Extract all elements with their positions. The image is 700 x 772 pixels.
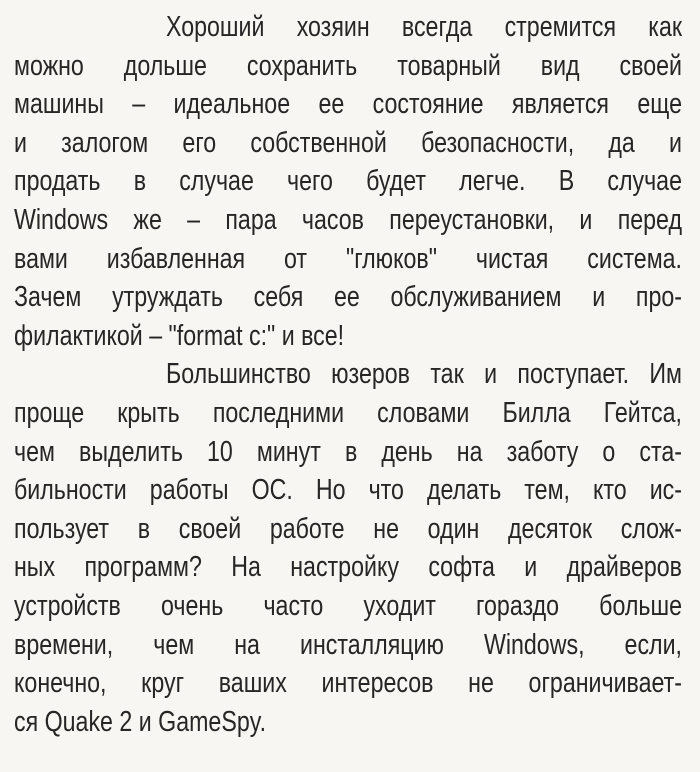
text-line: пользует в своей работе не один десяток слож- — [14, 512, 682, 545]
text-line: Windows же – пара часов переустановки, и перед — [14, 203, 682, 236]
text-line: Хороший хозяин всегда стремится как — [166, 11, 682, 43]
text-line: проще крыть последними словами Билла Гейтса, — [14, 396, 682, 429]
text-line: чем выделить 10 минут в день на заботу о ста- — [14, 435, 682, 468]
paragraph-1 — [14, 8, 682, 355]
text-line: продать в случае чего будет легче. В случае — [14, 165, 682, 198]
text-line: времени, чем на инсталляцию Windows, если, — [14, 628, 682, 661]
text-line: филактикой – "format c:" и все! — [14, 319, 345, 352]
text-line: вами избавленная от "глюков" чистая система. — [14, 242, 682, 275]
text-line: Большинство юзеров так и поступает. Им — [166, 358, 682, 391]
text-line: ся Quake 2 и GameSpy. — [14, 705, 267, 738]
text-line: Зачем утруждать себя ее обслуживанием и про- — [14, 281, 682, 314]
text-line: можно дольше сохранить товарный вид своей — [14, 49, 682, 82]
text-line: конечно, круг ваших интересов не ограничивает- — [14, 667, 682, 700]
text-line: устройств очень часто уходит гораздо больше — [14, 589, 682, 622]
text-line: и залогом его собственной безопасности, да и — [14, 126, 682, 159]
text-line: бильности работы ОС. Но что делать тем, кто ис- — [14, 474, 682, 507]
text-line: машины – идеальное ее состояние является еще — [14, 88, 682, 121]
paragraph-2 — [14, 355, 682, 741]
article-text — [14, 8, 682, 741]
text-line: ных программ? На настройку софта и драйверов — [14, 551, 682, 584]
